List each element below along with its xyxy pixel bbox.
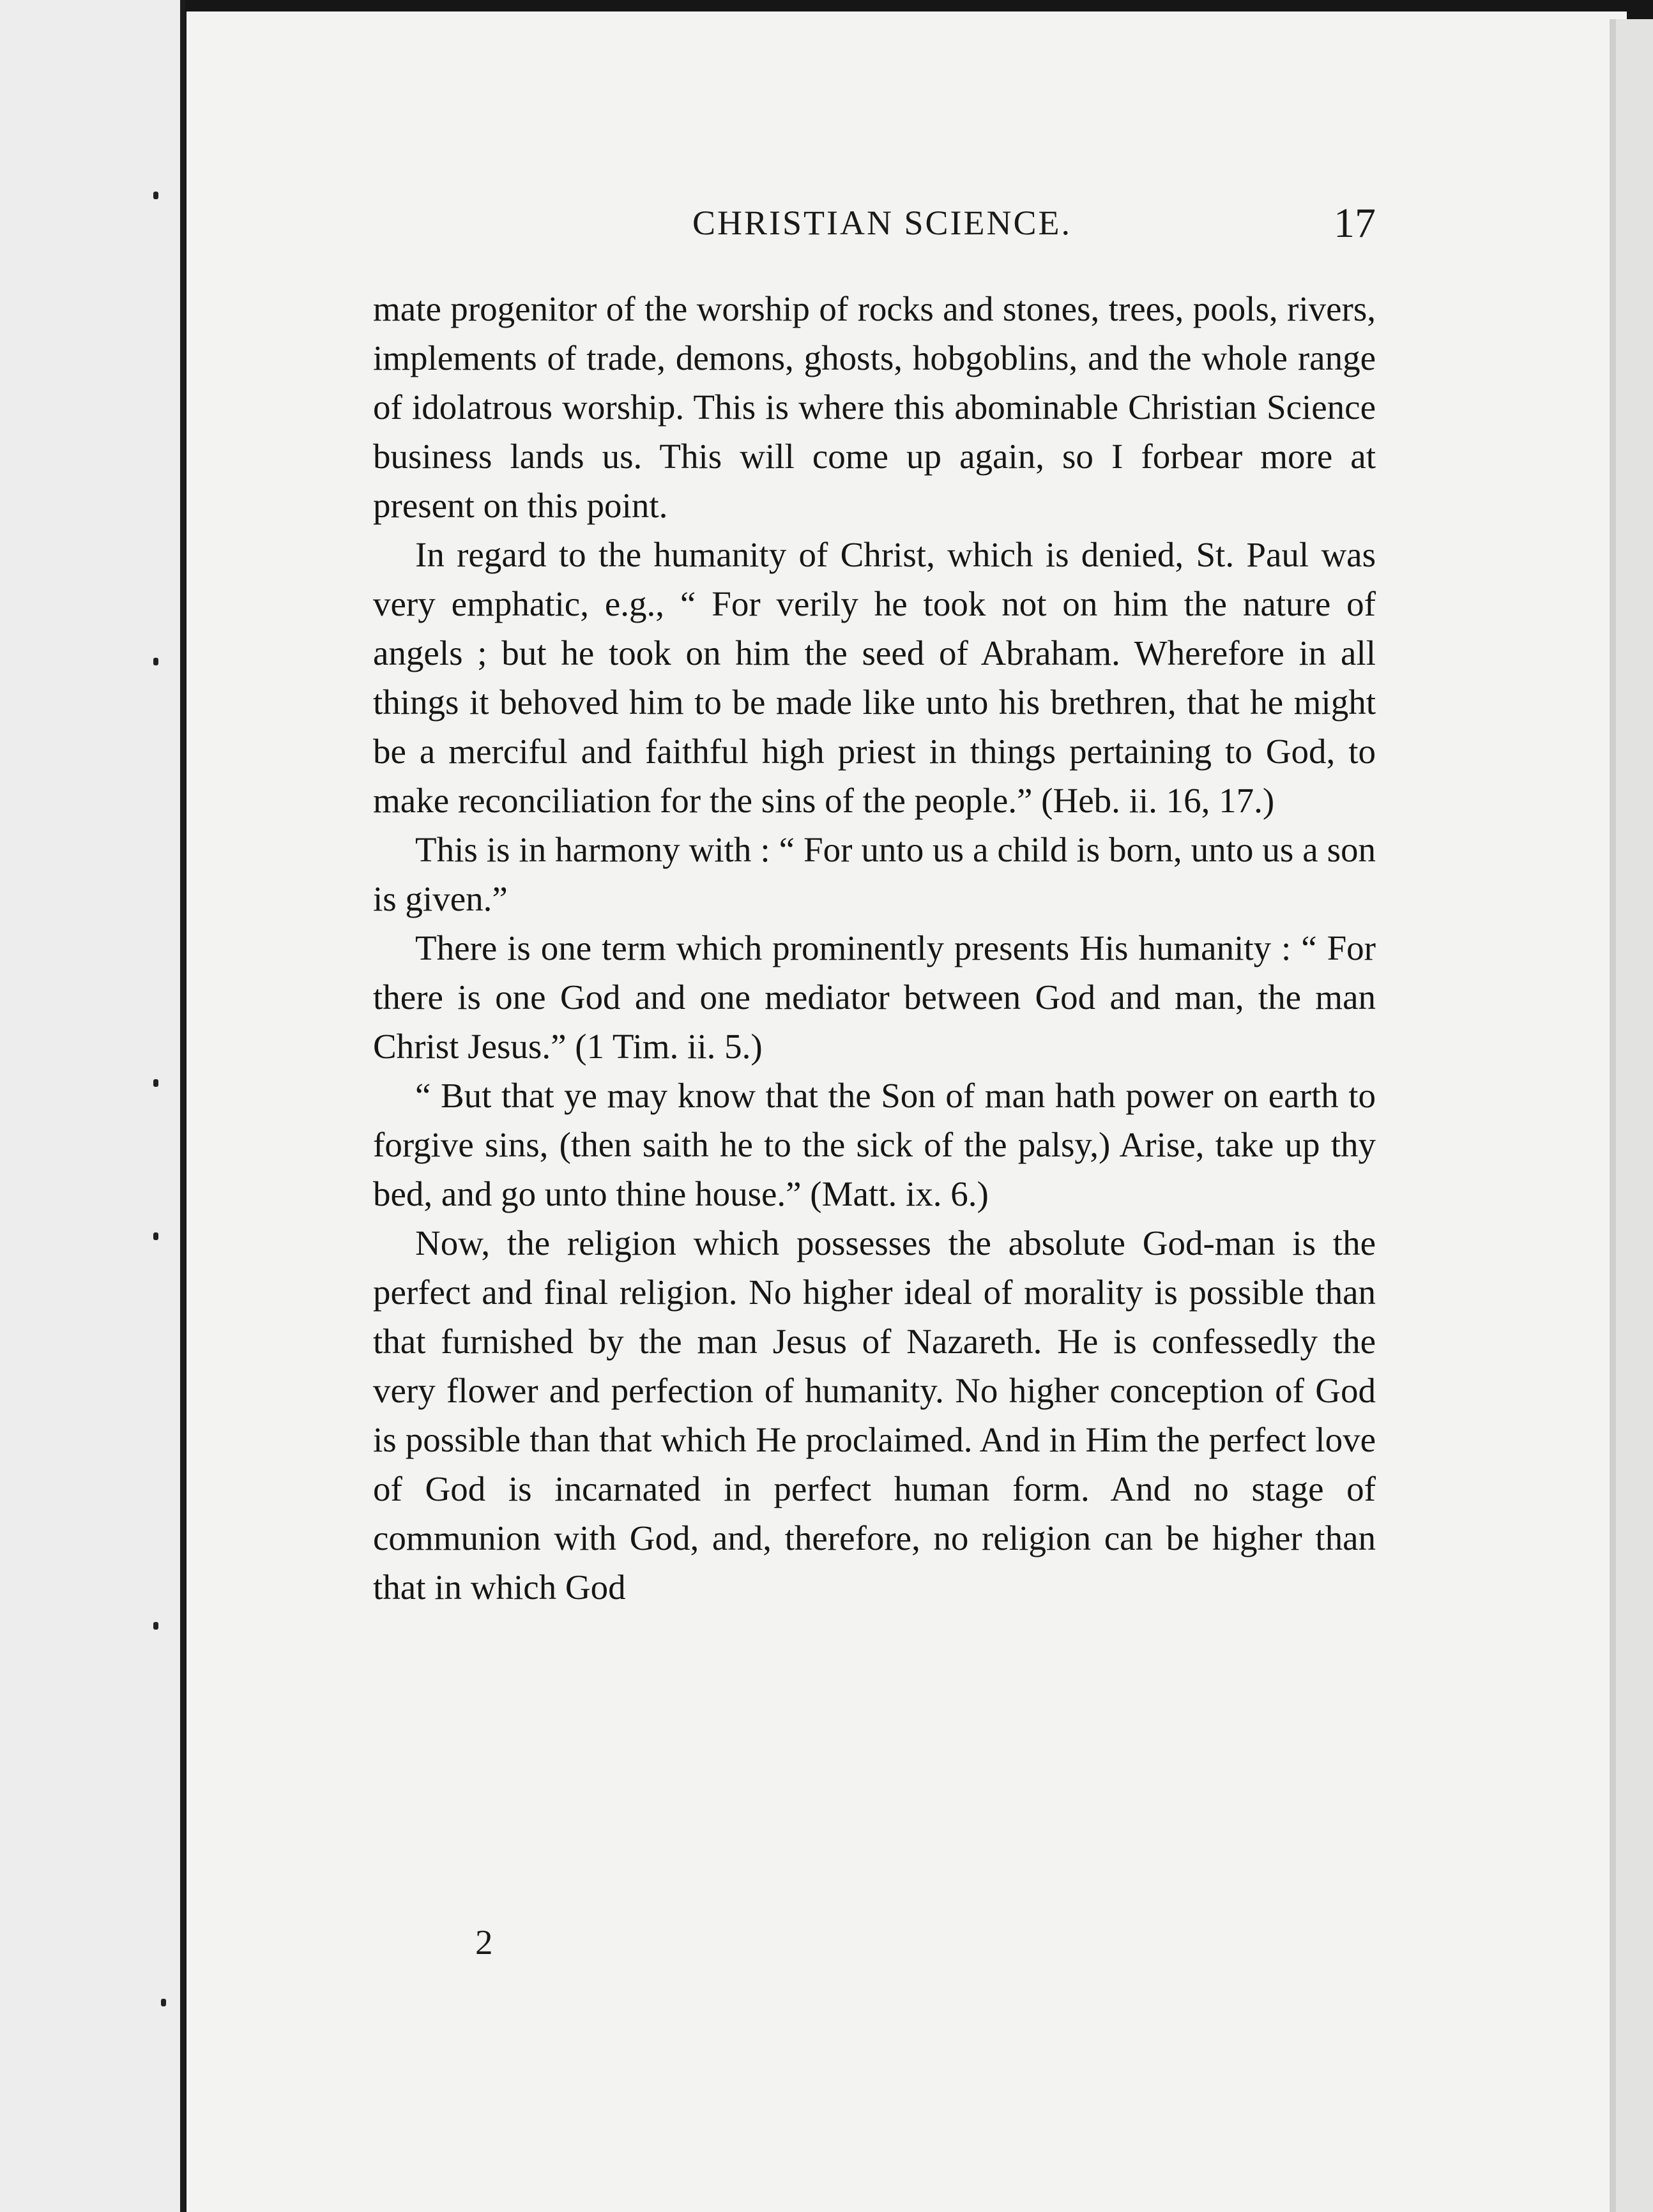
scan-speck xyxy=(153,658,158,665)
page-fold-shadow xyxy=(1610,19,1616,2212)
scan-speck xyxy=(153,192,158,199)
page-right-edge xyxy=(1610,19,1653,2212)
scan-speck xyxy=(161,1999,166,2006)
facing-page-edge xyxy=(0,0,185,2212)
running-head xyxy=(373,200,1376,254)
gutter-line xyxy=(180,0,185,2212)
paragraph: “ But that ye may know that the Son of man hath power on earth to forgive sins, (then saith he to the sick of the palsy,) Arise, take up thy bed, and go unto thine house.” (Matt. ix. 6.) xyxy=(373,1076,1376,1213)
running-head-title: CHRISTIAN SCIENCE. xyxy=(692,204,1072,242)
paragraph: In regard to the humanity of Christ, which is denied, St. Paul was very emphatic, e.g., “ For verily he took not on him the nature of angels ; but he took on him the seed of Abraham. Wherefore in all things it behoved him to be made like unto his brethren, that he might be a merciful and faithful high priest in things pertaining to God, to make reconciliation for the sins of the people.” (Heb. ii. 16, 17.) xyxy=(373,535,1376,820)
signature-mark: 2 xyxy=(475,1923,493,1962)
body-text xyxy=(373,284,1376,1612)
paragraph: Now, the religion which possesses the absolute God-man is the perfect and final religion. No higher ideal of morality is possible than that furnished by the man Jesus of Nazareth. He is confessedly the very flower and perfection of humanity. No higher conception of God is possible than that which He proclaimed. And in Him the perfect love of God is incarnated in perfect human form. And no stage of communion with God, and, therefore, no religion can be higher than that in which God xyxy=(373,1223,1376,1607)
paragraph: This is in harmony with : “ For unto us a child is born, unto us a son is given.” xyxy=(373,830,1376,918)
paragraph: mate progenitor of the worship of rocks and stones, trees, pools, rivers, implements of trade, demons, ghosts, hobgoblins, and the whole range of idolatrous worship. This is where this abominable Christian Science business lands us. This will come up again, so I forbear more at present on this point. xyxy=(373,289,1376,525)
scan-speck xyxy=(153,1232,158,1240)
paragraph: There is one term which prominently presents His humanity : “ For there is one God and one mediator between God and man, the man Christ Jesus.” (1 Tim. ii. 5.) xyxy=(373,928,1376,1066)
scan-speck xyxy=(153,1622,158,1630)
page-number: 17 xyxy=(1334,200,1376,246)
scan-speck xyxy=(153,1079,158,1087)
